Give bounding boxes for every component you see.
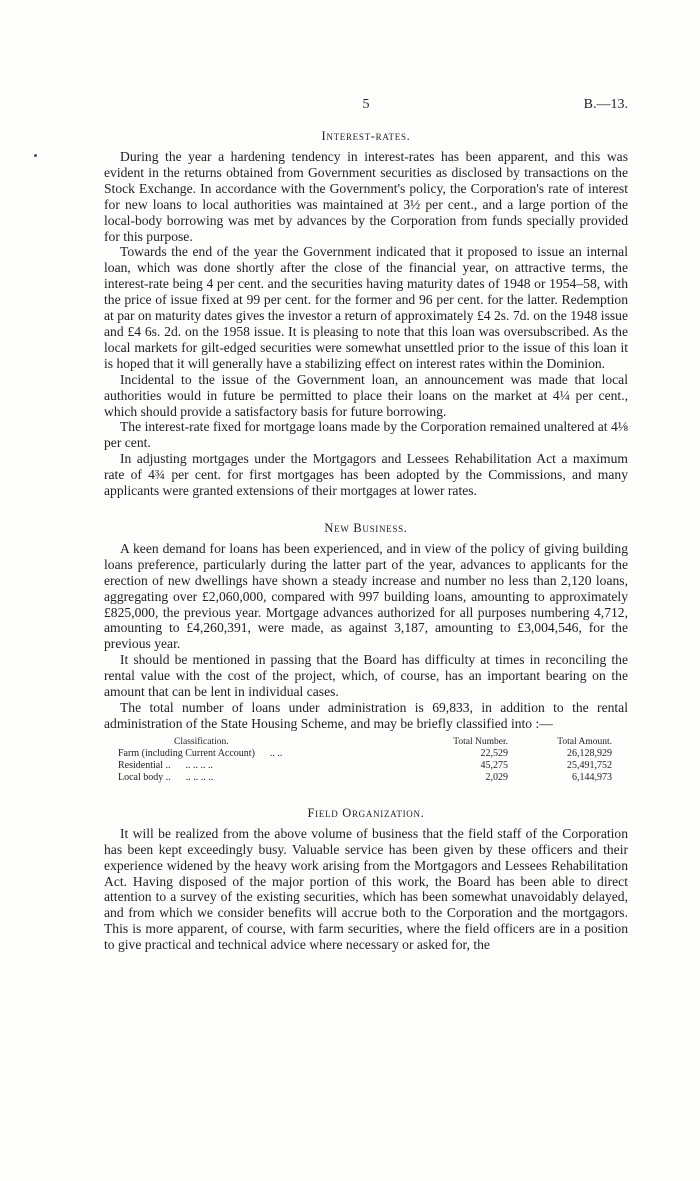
section-new-business bbox=[104, 519, 628, 784]
column-header-total-number: Total Number. bbox=[453, 736, 508, 747]
total-amount-cell: 6,144,973 bbox=[572, 771, 612, 783]
classification-cell bbox=[118, 760, 409, 772]
table-header-row bbox=[118, 736, 612, 748]
section-spacer bbox=[104, 784, 628, 804]
margin-mark bbox=[34, 154, 37, 157]
page-header bbox=[104, 97, 628, 117]
paragraph: Incidental to the issue of the Government loan, an announcement was made that local authorities would in future be permitted to place their loans on the market at 4¼ per cent., which should provide a satisfactory basis for future borrowing. bbox=[104, 371, 628, 419]
classification-label: Residential .. bbox=[118, 759, 171, 771]
column-header-classification: Classification. bbox=[174, 736, 229, 747]
classification-label: Local body .. bbox=[118, 771, 171, 783]
dot-leader: .. .. .. .. bbox=[185, 771, 214, 783]
section-heading: Interest-rates. bbox=[321, 129, 411, 143]
page-number: 5 bbox=[362, 97, 370, 112]
total-amount-cell: 25,491,752 bbox=[567, 759, 612, 771]
table-row bbox=[118, 760, 612, 772]
classification-cell bbox=[118, 748, 409, 760]
dot-leader: .. .. .. .. bbox=[185, 759, 213, 771]
paragraph: Towards the end of the year the Government indicated that it proposed to issue an internal loan, which was done shortly after the close of the financial year, on attractive terms, the interest-rate being 4 per cent. and the securities having maturity dates of 1948 or 1954–58, with the price of issue fixed at 99 per cent. for the former and 96 per cent. for the latter. Redemption at par on maturity dates gives the investor a return of approximately £4 2s. 7d. on the 1948 issue and £4 6s. 2d. on the 1958 issue. It is pleasing to note that this loan was oversubscribed. As the local markets for gilt-edged securities were somewhat unsettled prior to the issue of this loan it is hoped that it will generally have a stabilizing effect on interest rates within the Dominion. bbox=[104, 244, 628, 371]
paragraph: The total number of loans under administration is 69,833, in addition to the rental administration of the State Housing Scheme, and may be briefly classified into :— bbox=[104, 700, 628, 731]
paragraph: In adjusting mortgages under the Mortgagors and Lessees Rehabilitation Act a maximum rate of 4¾ per cent. for first mortgages has been adopted by the Commissions, and many applicants were granted extensions of their mortgages at lower rates. bbox=[104, 451, 628, 499]
section-spacer bbox=[104, 499, 628, 519]
total-amount-cell: 26,128,929 bbox=[567, 747, 612, 759]
table-row bbox=[118, 772, 612, 784]
total-number-cell: 22,529 bbox=[480, 747, 508, 759]
classification-cell bbox=[118, 772, 409, 784]
paragraph: A keen demand for loans has been experienced, and in view of the policy of giving building loans preference, particularly during the latter part of the year, advances to applicants for the erection of new dwellings have shown a steady increase and number no less than 2,120 loans, aggregating over £2,060,000, compared with 997 building loans, amounting to approximately £825,000, the previous year. Mortgage advances authorized for all purposes numbering 4,712, amounting to £4,260,391, were made, as against 3,187, amounting to £3,004,546, for the previous year. bbox=[104, 540, 628, 652]
total-number-cell: 45,275 bbox=[480, 759, 508, 771]
loan-classification-table bbox=[118, 736, 612, 784]
section-interest-rates bbox=[104, 127, 628, 499]
section-field-organization bbox=[104, 804, 628, 953]
dot-leader: .. .. bbox=[269, 747, 283, 759]
paragraph: It will be realized from the above volume of business that the field staff of the Corporation has been kept exceedingly busy. Valuable service has been given by these officers and their experience widened by the heavy work arising from the Mortgagors and Lessees Rehabilitation Act. Having disposed of the major portion of this work, the Board has been able to direct attention to a survey of the existing securities, which has been somewhat unavoidably delayed, and from which we consider benefits will accrue both to the Corporation and the mortgagors. This is more apparent, of course, with farm securities, where the field officers are in a position to give practical and technical advice where necessary or asked for, the bbox=[104, 825, 628, 953]
total-number-cell: 2,029 bbox=[485, 771, 508, 783]
column-header-total-amount: Total Amount. bbox=[557, 736, 612, 747]
paragraph: The interest-rate fixed for mortgage loans made by the Corporation remained unaltered at 4⅛ per cent. bbox=[104, 419, 628, 451]
page-content bbox=[104, 127, 628, 953]
classification-label: Farm (including Current Account) bbox=[118, 747, 255, 759]
paragraph: It should be mentioned in passing that the Board has difficulty at times in reconciling the rental value with the cost of the project, which, of course, has an important bearing on the amount that can be lent in individual cases. bbox=[104, 652, 628, 700]
document-reference: B.—13. bbox=[583, 97, 628, 112]
section-heading: New Business. bbox=[324, 520, 408, 535]
paragraph: During the year a hardening tendency in interest-rates has been apparent, and this was evident in the returns obtained from Government securities as disclosed by transactions on the Stock Exchange. In accordance with the Government's policy, the Corporation's rate of interest for new loans to local authorities was maintained at 3½ per cent., and a large portion of the local-body borrowing was met by advances by the Corporation from funds specially provided for this purpose. bbox=[104, 149, 628, 244]
section-heading: Field Organization. bbox=[307, 805, 425, 820]
table-row bbox=[118, 748, 612, 760]
